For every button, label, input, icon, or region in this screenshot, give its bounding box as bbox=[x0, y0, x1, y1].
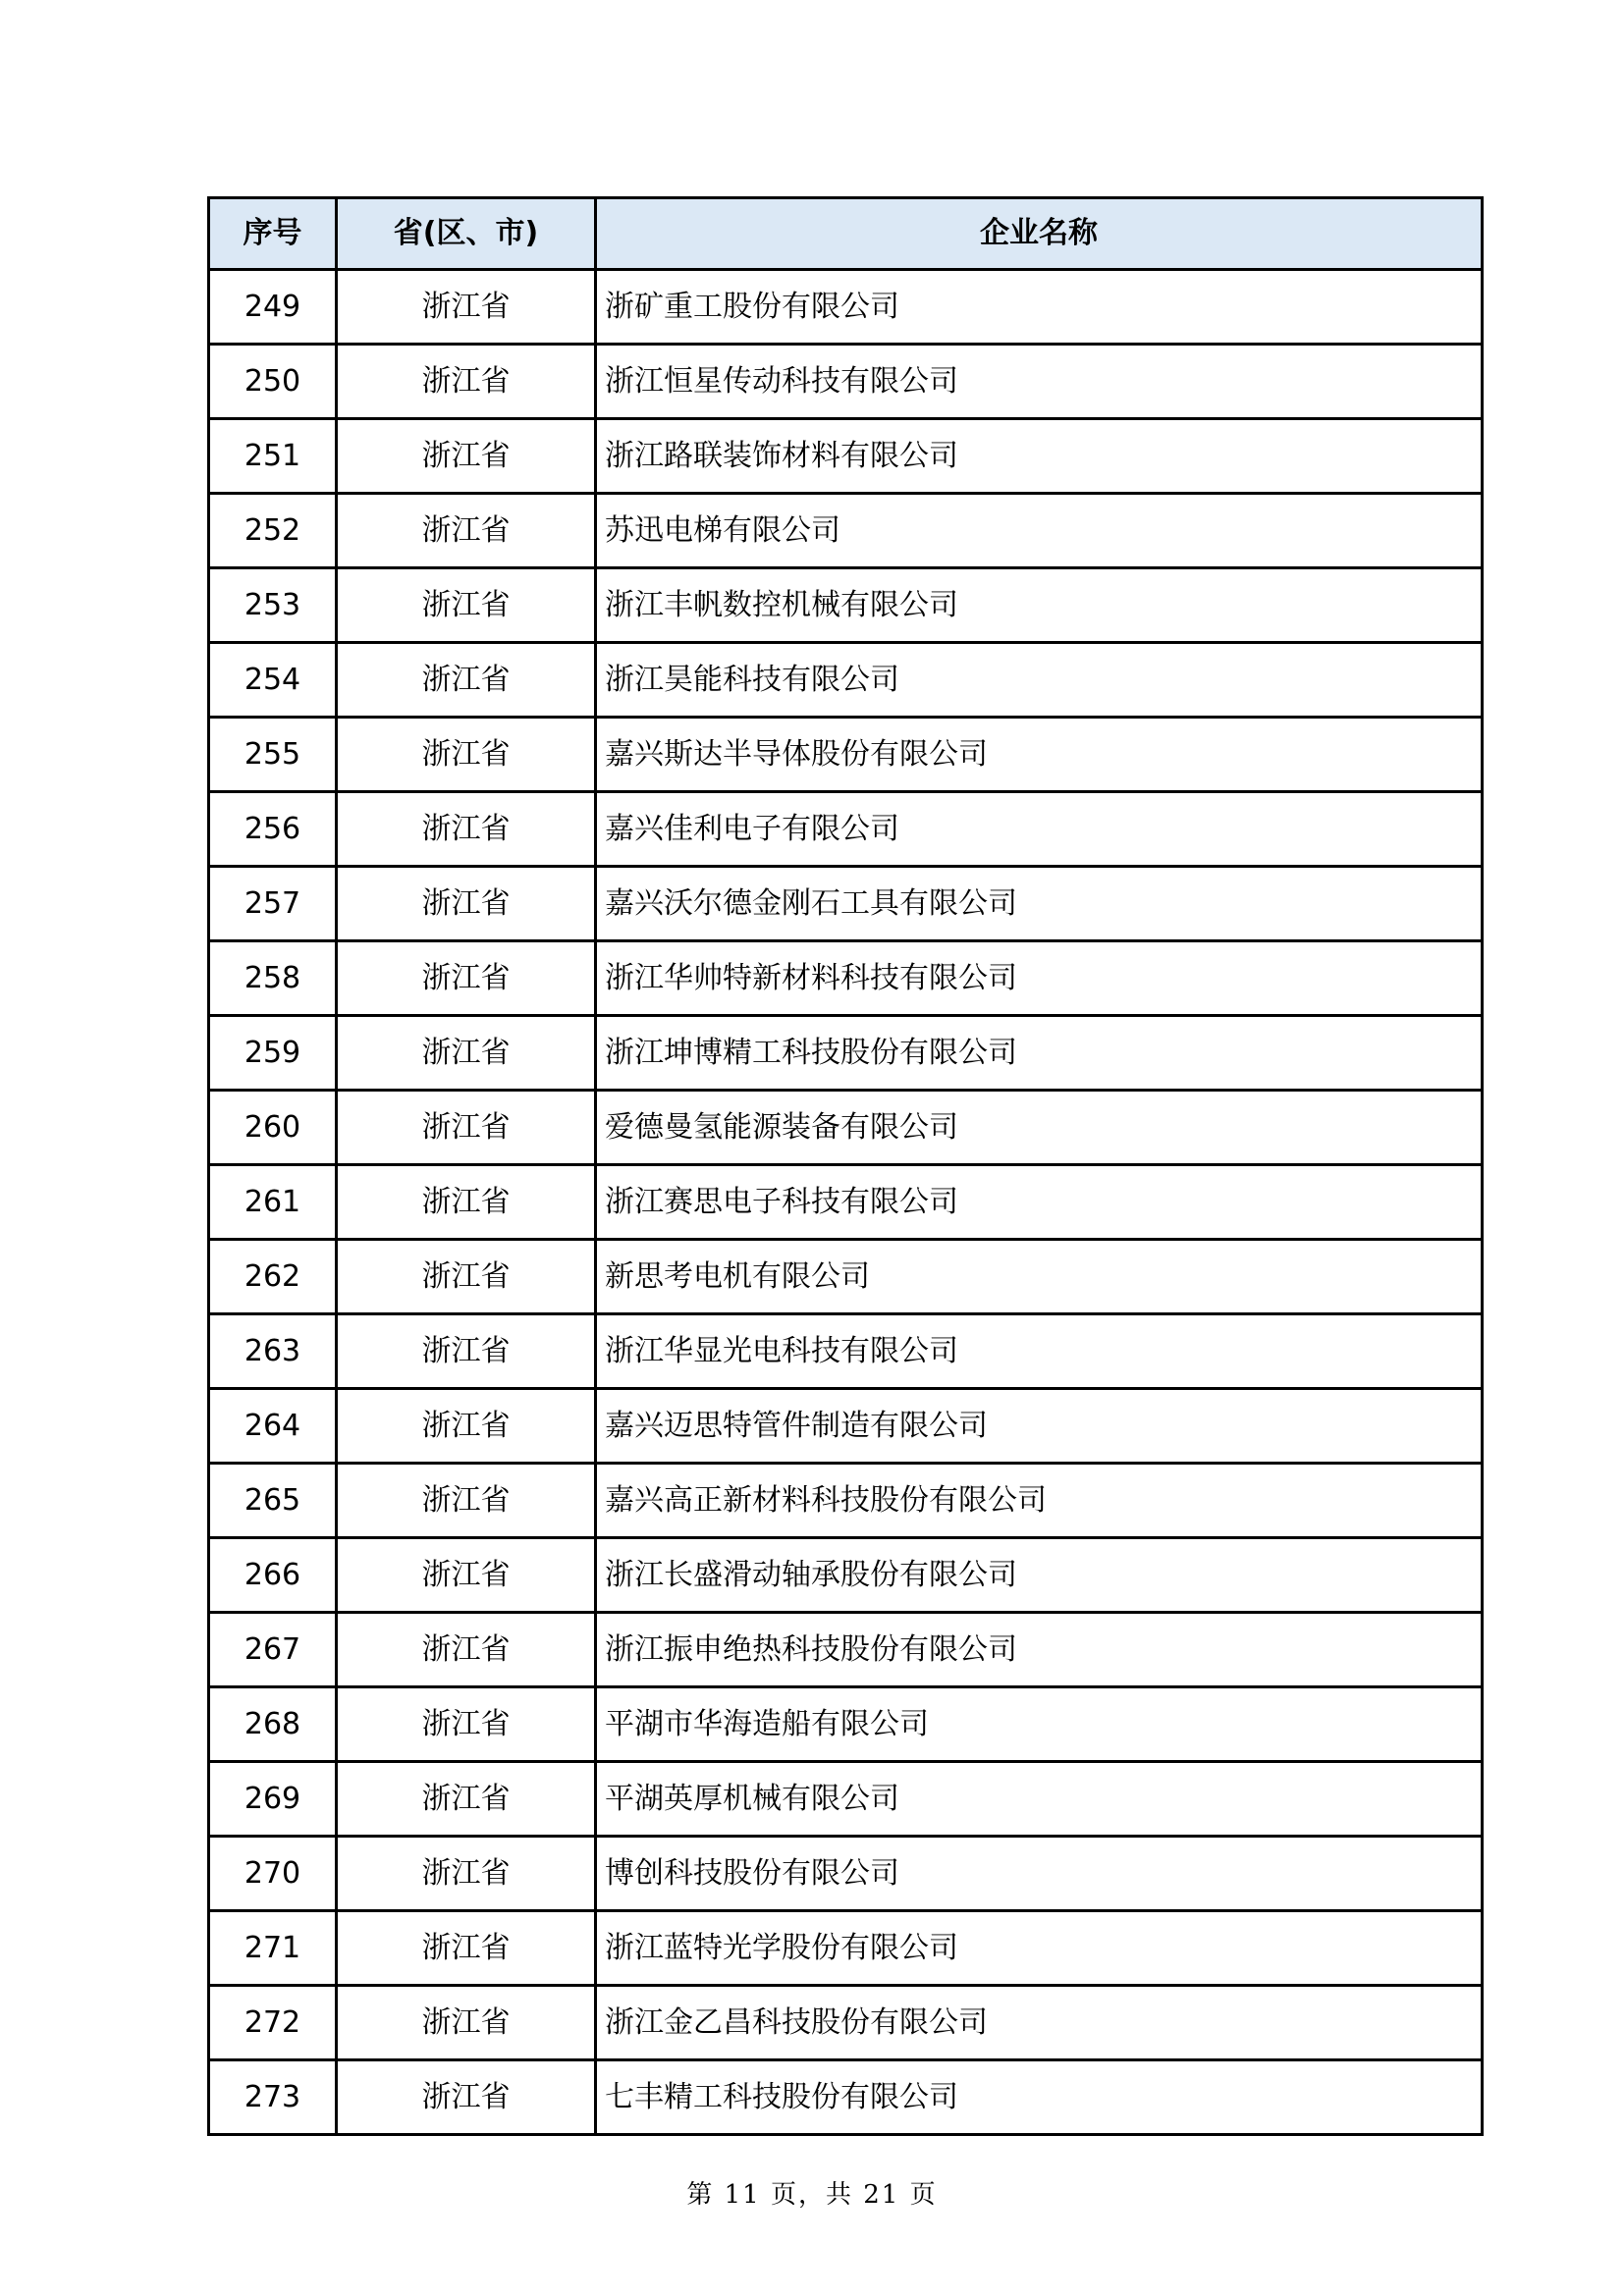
table-row bbox=[209, 643, 1483, 718]
row-province: 浙江省 bbox=[337, 494, 596, 568]
table-row bbox=[209, 1762, 1483, 1837]
page-footer: 第 11 页，共 21 页 bbox=[686, 2180, 938, 2210]
row-company-name: 浙江昊能科技有限公司 bbox=[596, 643, 1483, 718]
row-province: 浙江省 bbox=[337, 1837, 596, 1911]
row-province: 浙江省 bbox=[337, 1762, 596, 1837]
table-row bbox=[209, 1091, 1483, 1165]
row-province: 浙江省 bbox=[337, 1240, 596, 1314]
row-province: 浙江省 bbox=[337, 1091, 596, 1165]
row-province: 浙江省 bbox=[337, 1165, 596, 1240]
row-seq: 263 bbox=[209, 1314, 337, 1389]
row-province: 浙江省 bbox=[337, 2060, 596, 2135]
row-province: 浙江省 bbox=[337, 1016, 596, 1091]
table-row bbox=[209, 1165, 1483, 1240]
row-province: 浙江省 bbox=[337, 1613, 596, 1687]
row-seq: 272 bbox=[209, 1986, 337, 2060]
table-row bbox=[209, 419, 1483, 494]
row-province: 浙江省 bbox=[337, 1538, 596, 1613]
row-company-name: 博创科技股份有限公司 bbox=[596, 1837, 1483, 1911]
row-province: 浙江省 bbox=[337, 1389, 596, 1464]
table-row bbox=[209, 718, 1483, 792]
row-province: 浙江省 bbox=[337, 270, 596, 345]
row-company-name: 浙江路联装饰材料有限公司 bbox=[596, 419, 1483, 494]
row-company-name: 嘉兴高正新材料科技股份有限公司 bbox=[596, 1464, 1483, 1538]
row-seq: 252 bbox=[209, 494, 337, 568]
row-seq: 251 bbox=[209, 419, 337, 494]
row-seq: 256 bbox=[209, 792, 337, 867]
row-seq: 250 bbox=[209, 345, 337, 419]
table-row bbox=[209, 1240, 1483, 1314]
table-row bbox=[209, 270, 1483, 345]
table-row bbox=[209, 2060, 1483, 2135]
row-company-name: 浙江长盛滑动轴承股份有限公司 bbox=[596, 1538, 1483, 1613]
table-row bbox=[209, 941, 1483, 1016]
row-seq: 264 bbox=[209, 1389, 337, 1464]
table-row bbox=[209, 568, 1483, 643]
row-seq: 259 bbox=[209, 1016, 337, 1091]
table-row bbox=[209, 1016, 1483, 1091]
row-company-name: 浙江坤博精工科技股份有限公司 bbox=[596, 1016, 1483, 1091]
table-row bbox=[209, 1464, 1483, 1538]
row-seq: 260 bbox=[209, 1091, 337, 1165]
table-row bbox=[209, 1538, 1483, 1613]
row-company-name: 平湖市华海造船有限公司 bbox=[596, 1687, 1483, 1762]
header-province: 省(区、市) bbox=[337, 198, 596, 270]
row-company-name: 苏迅电梯有限公司 bbox=[596, 494, 1483, 568]
row-seq: 271 bbox=[209, 1911, 337, 1986]
row-company-name: 嘉兴佳利电子有限公司 bbox=[596, 792, 1483, 867]
row-province: 浙江省 bbox=[337, 792, 596, 867]
row-company-name: 新思考电机有限公司 bbox=[596, 1240, 1483, 1314]
row-province: 浙江省 bbox=[337, 419, 596, 494]
row-province: 浙江省 bbox=[337, 568, 596, 643]
table-row bbox=[209, 1613, 1483, 1687]
row-company-name: 浙江华显光电科技有限公司 bbox=[596, 1314, 1483, 1389]
row-province: 浙江省 bbox=[337, 1464, 596, 1538]
row-company-name: 七丰精工科技股份有限公司 bbox=[596, 2060, 1483, 2135]
row-seq: 258 bbox=[209, 941, 337, 1016]
row-company-name: 嘉兴斯达半导体股份有限公司 bbox=[596, 718, 1483, 792]
row-seq: 257 bbox=[209, 867, 337, 941]
row-seq: 262 bbox=[209, 1240, 337, 1314]
row-seq: 249 bbox=[209, 270, 337, 345]
row-province: 浙江省 bbox=[337, 1986, 596, 2060]
row-seq: 266 bbox=[209, 1538, 337, 1613]
table-row bbox=[209, 345, 1483, 419]
row-company-name: 浙江赛思电子科技有限公司 bbox=[596, 1165, 1483, 1240]
row-province: 浙江省 bbox=[337, 867, 596, 941]
row-province: 浙江省 bbox=[337, 1911, 596, 1986]
row-seq: 254 bbox=[209, 643, 337, 718]
row-seq: 265 bbox=[209, 1464, 337, 1538]
row-company-name: 浙江丰帆数控机械有限公司 bbox=[596, 568, 1483, 643]
row-seq: 253 bbox=[209, 568, 337, 643]
row-seq: 273 bbox=[209, 2060, 337, 2135]
row-company-name: 爱德曼氢能源装备有限公司 bbox=[596, 1091, 1483, 1165]
row-company-name: 平湖英厚机械有限公司 bbox=[596, 1762, 1483, 1837]
row-seq: 268 bbox=[209, 1687, 337, 1762]
row-company-name: 嘉兴迈思特管件制造有限公司 bbox=[596, 1389, 1483, 1464]
table-row bbox=[209, 1687, 1483, 1762]
row-company-name: 浙矿重工股份有限公司 bbox=[596, 270, 1483, 345]
table-header-row bbox=[209, 198, 1483, 270]
row-seq: 270 bbox=[209, 1837, 337, 1911]
row-province: 浙江省 bbox=[337, 718, 596, 792]
table-row bbox=[209, 792, 1483, 867]
row-seq: 261 bbox=[209, 1165, 337, 1240]
row-company-name: 浙江恒星传动科技有限公司 bbox=[596, 345, 1483, 419]
row-seq: 269 bbox=[209, 1762, 337, 1837]
row-company-name: 浙江华帅特新材料科技有限公司 bbox=[596, 941, 1483, 1016]
row-province: 浙江省 bbox=[337, 643, 596, 718]
row-company-name: 嘉兴沃尔德金刚石工具有限公司 bbox=[596, 867, 1483, 941]
company-table bbox=[207, 196, 1484, 2136]
row-company-name: 浙江金乙昌科技股份有限公司 bbox=[596, 1986, 1483, 2060]
table-row bbox=[209, 1911, 1483, 1986]
header-seq: 序号 bbox=[209, 198, 337, 270]
table-row bbox=[209, 494, 1483, 568]
table-row bbox=[209, 1837, 1483, 1911]
header-company: 企业名称 bbox=[596, 198, 1483, 270]
row-seq: 255 bbox=[209, 718, 337, 792]
row-seq: 267 bbox=[209, 1613, 337, 1687]
table-row bbox=[209, 1314, 1483, 1389]
row-province: 浙江省 bbox=[337, 345, 596, 419]
row-province: 浙江省 bbox=[337, 941, 596, 1016]
table-row bbox=[209, 1986, 1483, 2060]
table-row bbox=[209, 867, 1483, 941]
row-company-name: 浙江蓝特光学股份有限公司 bbox=[596, 1911, 1483, 1986]
table-row bbox=[209, 1389, 1483, 1464]
row-province: 浙江省 bbox=[337, 1687, 596, 1762]
row-company-name: 浙江振申绝热科技股份有限公司 bbox=[596, 1613, 1483, 1687]
row-province: 浙江省 bbox=[337, 1314, 596, 1389]
